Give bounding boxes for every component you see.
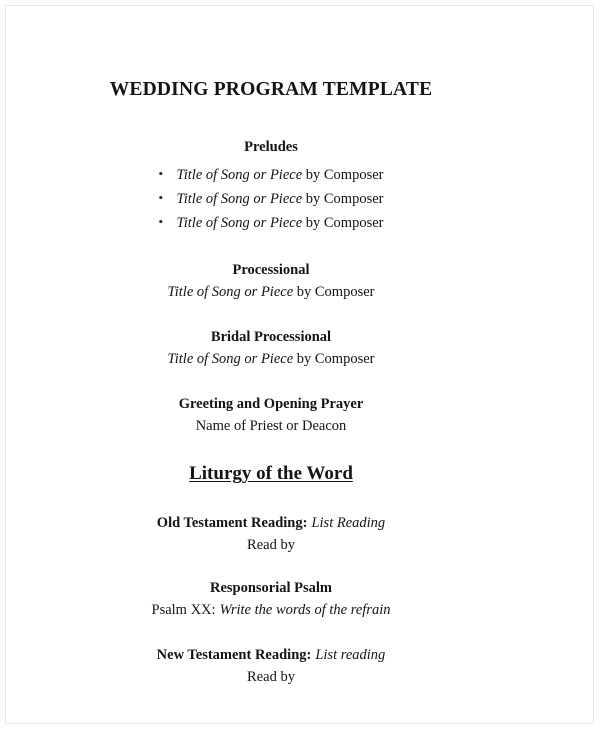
list-item	[158, 163, 383, 187]
psalm-refrain: Write the words of the refrain	[219, 602, 391, 618]
song-composer: by Composer	[302, 167, 384, 183]
old-testament-value: List Reading	[311, 515, 386, 531]
song-composer: by Composer	[293, 284, 375, 300]
new-testament-reading-line	[157, 647, 386, 663]
greeting-heading: Greeting and Opening Prayer	[178, 396, 364, 412]
section-old-testament	[6, 513, 536, 534]
song-composer: by Composer	[293, 351, 375, 367]
section-new-testament-readby	[6, 667, 536, 688]
new-testament-value: List reading	[315, 647, 386, 663]
new-testament-label: New Testament Reading:	[156, 647, 312, 663]
section-liturgy-heading	[6, 462, 536, 486]
song-title: Title of Song or Piece	[176, 215, 303, 231]
old-testament-label: Old Testament Reading:	[156, 515, 308, 531]
list-item	[158, 211, 383, 235]
song-composer: by Composer	[302, 215, 384, 231]
preludes-heading: Preludes	[244, 139, 298, 155]
section-responsorial-psalm-line	[6, 600, 536, 621]
preludes-list-wrap	[6, 163, 536, 235]
bridal-processional-heading: Bridal Processional	[210, 329, 332, 345]
section-bridal-processional-line	[6, 349, 536, 370]
section-new-testament	[6, 645, 536, 666]
section-responsorial-psalm-heading	[6, 578, 536, 598]
section-greeting-line	[6, 416, 536, 437]
song-title: Title of Song or Piece	[176, 167, 303, 183]
section-bridal-processional-heading	[6, 327, 536, 347]
processional-song	[167, 284, 374, 300]
list-item	[158, 187, 383, 211]
page-title: WEDDING PROGRAM TEMPLATE	[109, 79, 433, 100]
song-title: Title of Song or Piece	[167, 351, 294, 367]
new-testament-read-by: Read by	[247, 669, 295, 685]
responsorial-psalm-line	[152, 602, 391, 618]
song-title: Title of Song or Piece	[176, 191, 303, 207]
psalm-prefix: Psalm XX:	[151, 602, 216, 618]
greeting-officiant: Name of Priest or Deacon	[195, 418, 347, 434]
document-page	[5, 5, 594, 724]
song-composer: by Composer	[302, 191, 384, 207]
section-old-testament-readby	[6, 535, 536, 556]
section-greeting-heading	[6, 394, 536, 414]
section-processional-line	[6, 282, 536, 303]
liturgy-of-the-word-heading: Liturgy of the Word	[189, 463, 353, 484]
section-processional-heading	[6, 260, 536, 280]
old-testament-read-by: Read by	[247, 537, 295, 553]
responsorial-psalm-heading: Responsorial Psalm	[209, 580, 333, 596]
preludes-list	[158, 163, 383, 235]
song-title: Title of Song or Piece	[167, 284, 294, 300]
section-preludes-heading	[6, 137, 536, 157]
processional-heading: Processional	[232, 262, 310, 278]
bridal-processional-song	[167, 351, 374, 367]
old-testament-reading-line	[157, 515, 385, 531]
